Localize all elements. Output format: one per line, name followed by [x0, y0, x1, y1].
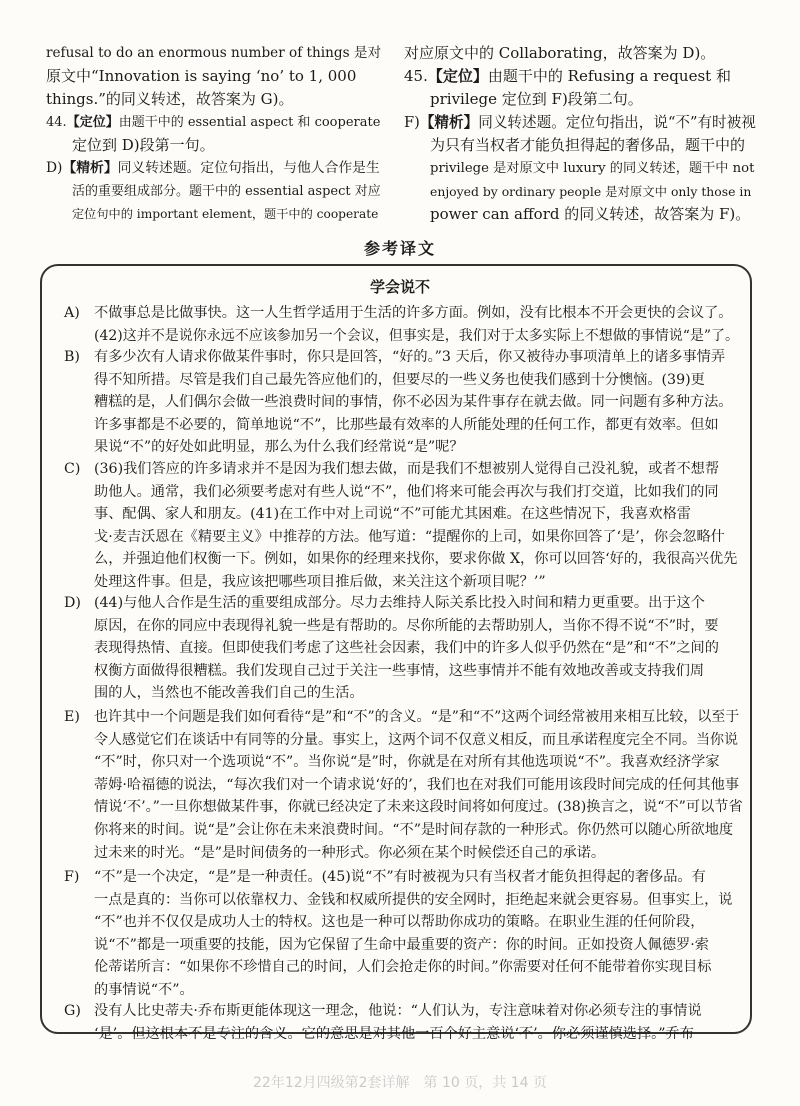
answer-column-left — [46, 42, 382, 226]
paragraph-label: B) — [64, 349, 80, 365]
translation-title: 学会说不 — [369, 278, 430, 296]
label-locate: 【定位】 — [66, 115, 119, 130]
text-line: 一点是真的：当你可以依靠权力、金钱和权威所提供的安全网时，拒绝起来就会更容易。但事实上，说 — [94, 891, 733, 908]
label-analysis: 【精析】 — [62, 160, 118, 176]
paragraph-label: A) — [64, 305, 80, 321]
text-line: 活的重要组成部分。题干中的 essential aspect 对应 — [72, 184, 381, 199]
question-number: 45. — [404, 67, 428, 85]
answer-letter: F) — [404, 114, 420, 131]
paragraph-b — [64, 346, 744, 459]
text-line: things.”的同义转述，故答案为 G)。 — [46, 90, 294, 108]
paragraph-label: E) — [64, 709, 80, 725]
text-line: 蒂姆·哈福德的说法，“每次我们对一个请求说‘好的’，我们也在对我们可能用该段时间完成的任何其他事 — [94, 776, 740, 793]
text-line: 情说‘不’。”一旦你想做某件事，你就已经决定了未来这段时间将如何度过。(38)换言之，说“不”可以节省 — [94, 799, 743, 816]
paragraph-label: F) — [64, 869, 80, 885]
text-line: 说“不”都是一项重要的技能，因为它保留了生命中最重要的资产：你的时间。正如投资人佩德罗·索 — [94, 936, 709, 953]
text-line: 有多少次有人请求你做某件事时，你只是回答，“好的。”3 天后，你又被待办事项清单上的诸多事情弄 — [94, 349, 726, 365]
text-line: 同义转述题。定位句指出，与他人合作是生 — [117, 160, 380, 176]
text-line: 糟糕的是，人们偶尔会做一些浪费时间的事情，你不必因为某件事存在就去做。同一问题有多种方法。 — [94, 394, 733, 411]
page-footer: 22年12月四级第2套详解 第 10 页，共 14 页 — [253, 1075, 547, 1091]
text-line: 权衡方面做得很糟糕。我们发现自己过于关注一些事情，这些事情并不能有效地改善或支持我们周 — [94, 662, 705, 679]
text-line: refusal to do an enormous number of things 是对 — [46, 45, 382, 61]
text-line: 过未来的时光。“是”是时间债务的一种形式。你必须在某个时候偿还自己的承诺。 — [94, 844, 606, 861]
question-number: 44. — [46, 115, 67, 130]
text-line: (44)与他人合作是生活的重要组成部分。尽力去维持人际关系比投入时间和精力更重要。出于这个 — [94, 595, 705, 611]
text-line: 许多事都是不必要的，简单地说“不”，比那些最有效率的人所能处理的任何工作，都更有效率。但如 — [94, 416, 719, 433]
answer-letter: D) — [46, 160, 63, 176]
section-title: 参考译文 — [363, 239, 436, 258]
answer-block — [46, 157, 382, 226]
text-line: 围的人，当然也不能改善我们自己的生活。 — [94, 685, 364, 702]
text-line: 得不知所措。尽管是我们自己最先答应他们的，但要尽的一些义务也使我们感到十分懊恼。(39)更 — [94, 371, 705, 388]
text-line: enjoyed by ordinary people 是对原文中 only those in — [430, 184, 752, 199]
label-analysis: 【精析】 — [419, 114, 479, 131]
text-line: 表现得热情、直接。但即使我们考虑了这些社会因素，我们中的许多人似乎仍然在“是”和“不”之间的 — [94, 640, 719, 657]
text-line: 原因，在你的同应中表现得礼貌一些是有帮助的。尽你所能的去帮助别人，当你不得不说“不”时，要 — [94, 617, 719, 634]
text-line: 不做事总是比做事快。这一人生哲学适用于生活的许多方面。例如，没有比根本不开会更快的会议了。 — [94, 305, 733, 321]
answer-block — [46, 111, 382, 157]
paragraph-e — [64, 706, 744, 864]
paragraph-label: G) — [64, 1003, 81, 1019]
label-locate: 【定位】 — [427, 67, 488, 85]
answer-block — [404, 42, 756, 65]
text-line: 由题干中的 essential aspect 和 cooperate — [118, 115, 381, 130]
text-line: 为只有当权者才能负担得起的奢侈品，题干中的 — [430, 136, 746, 154]
paragraph-c — [64, 458, 744, 594]
text-line: 令人感觉它们在谈话中有同等的分量。事实上，这两个词不仅意义相反，而且承诺程度完全不同。当你说 — [94, 731, 738, 748]
text-line: 定位句中的 important element，题干中的 cooperate — [72, 207, 379, 221]
answer-block — [404, 111, 756, 226]
text-line: 么，并强迫他们权衡一下。例如，如果你的经理来找你，要求你做 X，你可以回答‘好的，我很高兴优先 — [94, 551, 738, 568]
text-line: privilege 定位到 F)段第二句。 — [430, 90, 643, 108]
text-line: 对应原文中的 Collaborating，故答案为 D)。 — [404, 44, 716, 62]
text-line: 的事情说“不”。 — [94, 981, 194, 998]
text-line: 戈·麦吉沃恩在《精要主义》中推荐的方法。他写道：“提醒你的上司，如果你回答了‘是’，你会忽略什 — [94, 528, 725, 545]
text-line: power can afford 的同义转述，故答案为 F)。 — [430, 205, 751, 223]
text-line: 伦蒂诺所言：“如果你不珍惜自己的时间，人们会抢走你的时间。”你需要对任何不能带着你实现目标 — [94, 959, 712, 976]
paragraph-g — [64, 1000, 744, 1045]
text-line: 定位到 D)段第一句。 — [72, 136, 215, 154]
answer-block — [404, 65, 756, 111]
text-line: 处理这件事。但是，我应该把哪些项目推后做，来关注这个新项目呢？’” — [94, 573, 546, 590]
text-line: (42)这并不是说你永远不应该参加另一个会议，但事实是，我们对于太多实际上不想做的事情说“是”了。 — [94, 327, 740, 344]
text-line: 也许其中一个问题是我们如何看待“是”和“不”的含义。“是”和“不”这两个词经常被用来相互比较，以至于 — [94, 709, 740, 725]
text-line: 你将来的时间。说“是”会让你在未来浪费时间。“不”是时间存款的一种形式。你仍然可以随心所欲地度 — [94, 821, 734, 838]
paragraph-f — [64, 866, 744, 1002]
text-line: 助他人。通常，我们必须要考虑对有些人说“不”，他们将来可能会再次与我们打交道，比如我们的同 — [94, 483, 719, 500]
text-line: (36)我们答应的许多请求并不是因为我们想去做，而是我们不想被别人觉得自己没礼貌，或者不想帮 — [94, 461, 720, 477]
text-line: “不”时，你只对一个选项说“不”。当你说“是”时，你就是在对所有其他选项说“不”。我喜欢经济学家 — [94, 754, 720, 771]
text-line: “不”是一个决定，“是”是一种责任。(45)说“不”有时被视为只有当权者才能负担得起的奢侈品。有 — [94, 869, 706, 885]
paragraph-d — [64, 592, 744, 705]
answer-column-right — [404, 42, 756, 226]
text-line: 事、配偶、家人和朋友。(41)在工作中对上司说“不”可能尤其困难。在这些情况下，我喜欢格雷 — [94, 506, 691, 523]
text-line: 果说“不”的好处如此明显，那么为什么我们经常说“是”呢？ — [94, 439, 464, 456]
answer-block — [46, 42, 382, 111]
text-line: 由题干中的 Refusing a request 和 — [487, 67, 731, 85]
text-line: 同义转述题。定位句指出，说“不”有时被视 — [478, 114, 756, 131]
text-line: 没有人比史蒂夫·乔布斯更能体现这一理念，他说：“人们认为，专注意味着对你必须专注的事情说 — [94, 1003, 702, 1019]
paragraph-label: D) — [64, 595, 81, 611]
paragraph-label: C) — [64, 461, 81, 477]
text-line: privilege 是对原文中 luxury 的同义转述，题干中 not — [430, 161, 755, 176]
paragraph-a — [64, 302, 744, 347]
text-line: ‘是’。但这根本不是专注的含义。它的意思是对其他一百个好主意说‘不’。你必须谨慎选择。”乔布 — [94, 1025, 694, 1042]
text-line: “不”也并不仅仅是成功人士的特权。这也是一种可以帮助你成功的策略。在职业生涯的任何阶段， — [94, 914, 705, 931]
text-line: 原文中“Innovation is saying ‘no’ to 1, 000 — [46, 67, 357, 85]
